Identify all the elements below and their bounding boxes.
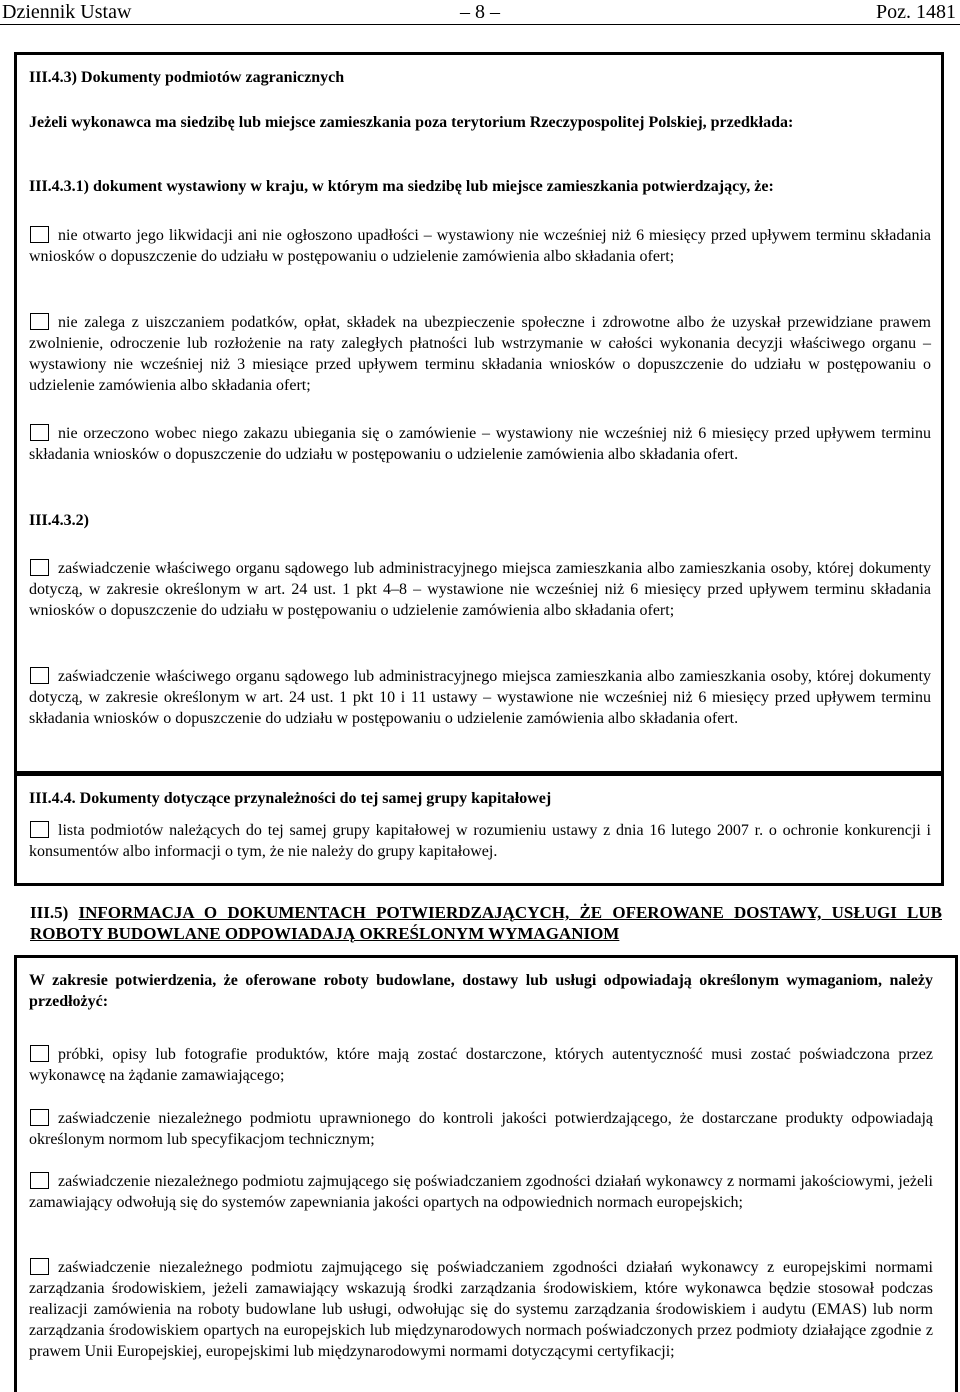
section-intro: Jeżeli wykonawca ma siedzibę lub miejsce zamieszkania poza terytorium Rzeczypospolitej Polskiej, przedkłada: xyxy=(29,114,794,131)
heading-title: INFORMACJA O DOKUMENTACH POTWIERDZAJĄCYCH, ŻE OFEROWANE DOSTAWY, USŁUGI LUB ROBOTY BUDOWLANE ODPOWIADAJĄ OKREŚLONYM WYMAGANIOM xyxy=(30,903,942,943)
item-text: zaświadczenie właściwego organu sądowego lub administracyjnego miejsca zamieszkania albo zamieszkania osoby, której dokumenty dotyczą, w zakresie określonym w art. 24 ust. 1 pkt 10 i 11 ustawy – wystawione nie wcześniej niż 6 miesięcy przed upływem terminu składania wniosków o dopuszczenie do udziału w postępowaniu o udzielenie zamówienia albo składania ofert. xyxy=(29,668,931,727)
section-capital-group xyxy=(14,773,944,886)
header-rule xyxy=(0,24,960,25)
heading-prefix: III.5) xyxy=(30,903,69,922)
item-text: nie zalega z uiszczaniem podatków, opłat, składek na ubezpieczenie społeczne i zdrowotne albo że uzyskał przewidziane prawem zwolnienie, odroczenie lub rozłożenie na raty zaległych płatności lub wstrzymanie w całości wykonania decyzji właściwego organu – wystawiony nie wcześniej niż 3 miesiące przed upływem terminu składania wniosków o dopuszczenie do udziału w postępowaniu o udzielenie zamówienia albo składania ofert; xyxy=(29,314,931,394)
section-foreign-documents xyxy=(14,52,944,774)
journal-name: Dziennik Ustaw xyxy=(2,1,132,23)
item-checkbox[interactable] xyxy=(30,1258,49,1275)
item-checkbox[interactable] xyxy=(30,821,49,838)
list-item xyxy=(29,423,931,465)
subsection-title: III.4.3.1) dokument wystawiony w kraju, w którym ma siedzibę lub miejsce zamieszkania potwierdzający, że: xyxy=(29,178,774,195)
list-item xyxy=(29,1044,933,1086)
section-conformity-documents xyxy=(14,955,958,1392)
page-number: – 8 – xyxy=(460,1,500,23)
list-item xyxy=(29,558,931,621)
list-item xyxy=(29,666,931,729)
list-item xyxy=(29,1108,933,1150)
item-checkbox[interactable] xyxy=(30,667,49,684)
subsection-title: III.4.3.2) xyxy=(29,512,90,529)
item-text: lista podmiotów należących do tej samej grupy kapitałowej w rozumieniu ustawy z dnia 16 lutego 2007 r. o ochronie konkurencji i konsumentów albo informacji o tym, że nie należy do grupy kapitałowej. xyxy=(29,822,931,860)
item-text: zaświadczenie właściwego organu sądowego lub administracyjnego miejsca zamieszkania albo zamieszkania osoby, której dokumenty dotyczą, w zakresie określonym w art. 24 ust. 1 pkt 4–8 – wystawione nie wcześniej niż 6 miesięcy przed upływem terminu składania wniosków o dopuszczenie do udziału w postępowaniu o udzielenie zamówienia albo składania ofert; xyxy=(29,560,931,619)
section-title: III.4.4. Dokumenty dotyczące przynależności do tej samej grupy kapitałowej xyxy=(29,790,552,807)
item-text: nie otwarto jego likwidacji ani nie ogłoszono upadłości – wystawiony nie wcześniej niż 6 miesięcy przed upływem terminu składania wniosków o dopuszczenie do udziału w postępowaniu o udzielenie zamówienia albo składania ofert; xyxy=(29,227,931,265)
list-item xyxy=(29,1257,933,1362)
list-item xyxy=(29,312,931,396)
section-title: III.4.3) Dokumenty podmiotów zagranicznych xyxy=(29,69,345,86)
item-checkbox[interactable] xyxy=(30,313,49,330)
item-checkbox[interactable] xyxy=(30,1172,49,1189)
position-number: Poz. 1481 xyxy=(876,1,956,23)
section-heading xyxy=(30,902,942,944)
item-text: próbki, opisy lub fotografie produktów, które mają zostać dostarczone, których autentyczność musi zostać poświadczona przez wykonawcę na żądanie zamawiającego; xyxy=(29,1046,933,1084)
item-text: zaświadczenie niezależnego podmiotu zajmującego się poświadczaniem zgodności działań wykonawcy z europejskimi normami zarządzania środowiskiem, jeżeli zamawiający wskazują środki zarządzania środowiskiem, które wykonawca będzie stosował podczas realizacji zamówienia na roboty budowlane lub usługi, odwołując się do systemu zarządzania środowiskiem i audytu (EMAS) lub norm zarządzania środowiskiem opartych na europejskich lub międzynarodowych normach poświadczonych przez podmioty działające zgodnie z prawem Unii Europejskiej, europejskimi lub międzynarodowymi normami dotyczącymi certyfikacji; xyxy=(29,1259,933,1360)
item-text: zaświadczenie niezależnego podmiotu zajmującego się poświadczaniem zgodności działań wykonawcy z normami jakościowymi, jeżeli zamawiający odwołują się do systemów zapewniania jakości opartych na odpowiednich normach europejskich; xyxy=(29,1173,933,1211)
item-checkbox[interactable] xyxy=(30,226,49,243)
list-item xyxy=(29,225,931,267)
section-intro: W zakresie potwierdzenia, że oferowane roboty budowlane, dostawy lub usługi odpowiadają określonym wymaganiom, należy przedłożyć: xyxy=(29,972,933,1010)
item-checkbox[interactable] xyxy=(30,424,49,441)
item-checkbox[interactable] xyxy=(30,1045,49,1062)
item-text: zaświadczenie niezależnego podmiotu uprawnionego do kontroli jakości potwierdzającego, że dostarczane produkty odpowiadają określonym normom lub specyfikacjom technicznym; xyxy=(29,1110,933,1148)
list-item xyxy=(29,820,931,862)
list-item xyxy=(29,1171,933,1213)
item-checkbox[interactable] xyxy=(30,1109,49,1126)
item-checkbox[interactable] xyxy=(30,559,49,576)
item-text: nie orzeczono wobec niego zakazu ubiegania się o zamówienie – wystawiony nie wcześniej niż 6 miesięcy przed upływem terminu składania wniosków o dopuszczenie do udziału w postępowaniu o udzielenie zamówienia albo składania ofert. xyxy=(29,425,931,463)
page-header xyxy=(0,0,960,26)
